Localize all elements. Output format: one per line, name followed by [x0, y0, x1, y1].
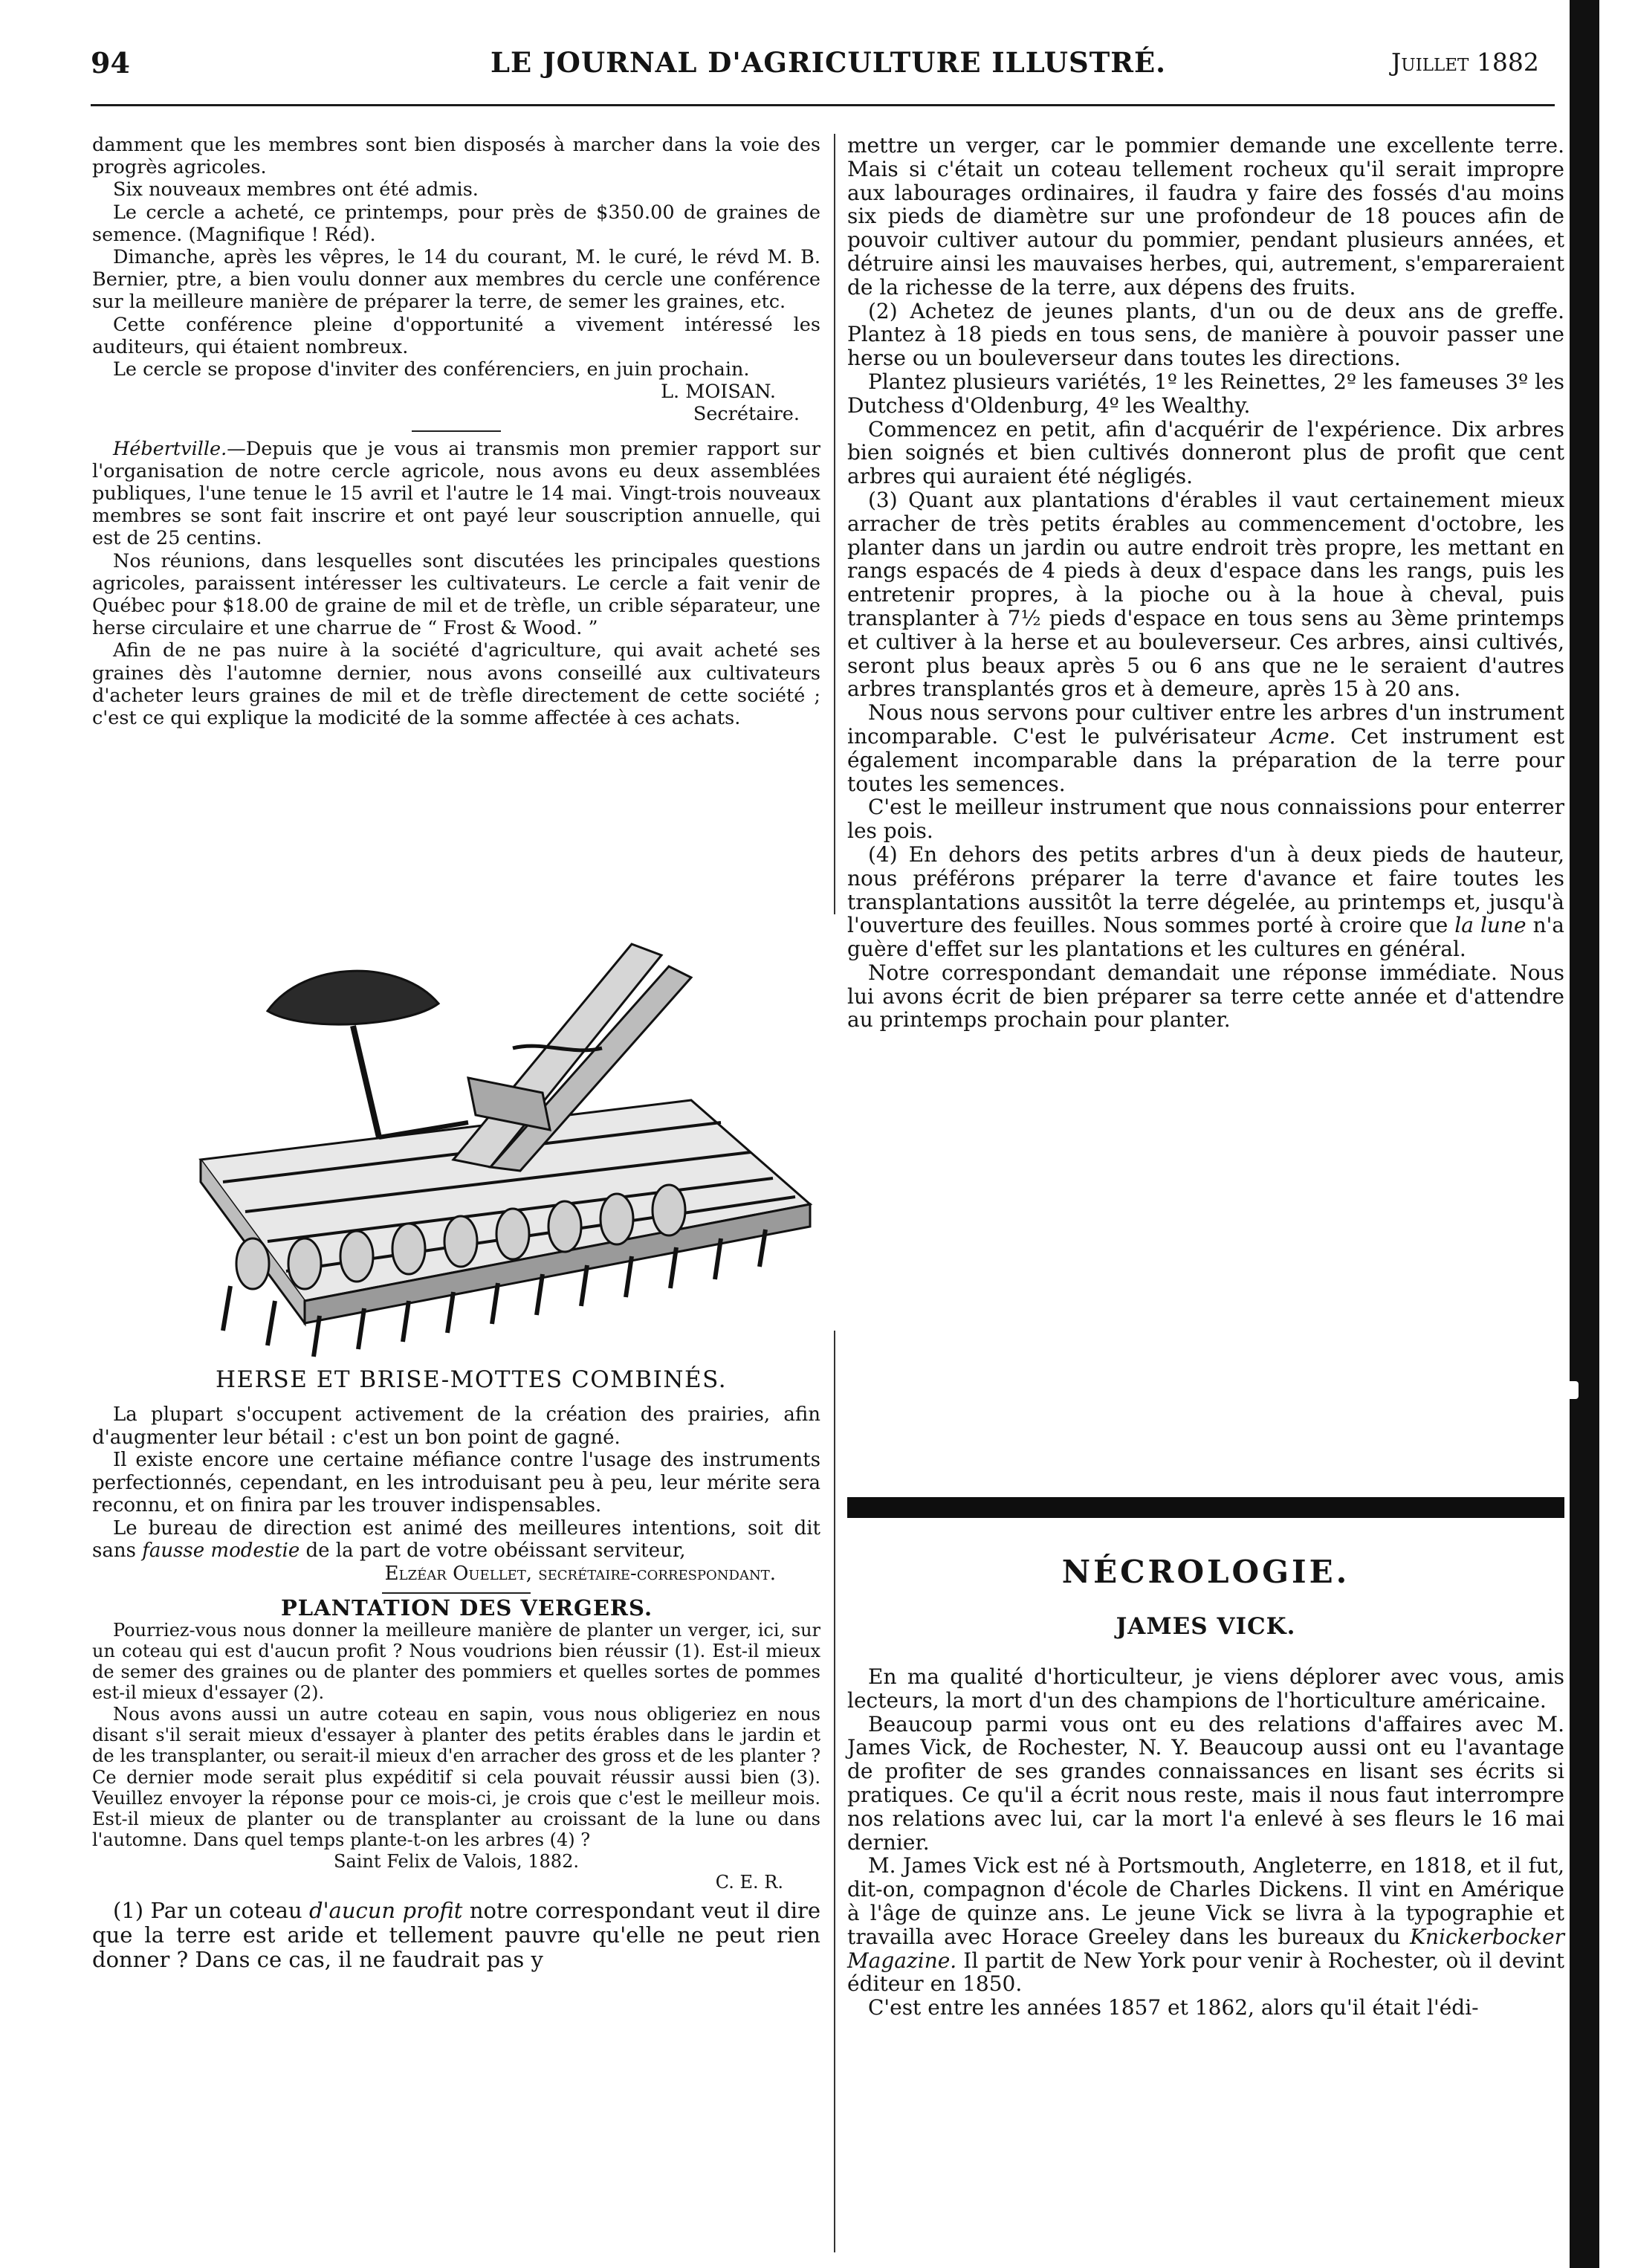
paragraph: Notre correspondant demandait une réponse immédiate. Nous lui avons écrit de bien préparer sa terre cette année et d'attendre au printemps prochain pour planter.: [847, 960, 1564, 1033]
place-date: Saint Felix de Valois, 1882.: [334, 1850, 579, 1872]
paragraph: (3) Quant aux plantations d'érables il vaut certainement mieux arracher de très petits érables au commencement d'octobre, les planter dans un jardin ou autre endroit très propre, les mettant en rangs espacés de 4 pieds à deux d'espace dans les rangs, puis les entretenir propres, à la pioche ou à la houe à cheval, puis transplanter à 7½ pieds d'espace en tous sens au 3ème printemps et cultiver à la herse et au bouleverseur. Ces arbres, ainsi cultivés, seront plus beaux après 5 ou 6 ans que ne le seraient d'autres arbres transplantés gros et à demeure, après 15 à 20 ans.: [847, 487, 1564, 702]
question-block: [92, 1620, 820, 1893]
figure-caption: HERSE ET BRISE-MOTTES COMBINÉS.: [216, 1366, 728, 1393]
paragraph: Commencez en petit, afin d'acquérir de l'expérience. Dix arbres bien soignés et bien cultivés donneront plus de profit que cent arbres qui auraient été négligés.: [847, 416, 1564, 489]
paragraph: La plupart s'occupent activement de la création des prairies, afin d'augmenter leur bétail : c'est un bon point de gagné.: [92, 1403, 820, 1449]
paragraph: damment que les membres sont bien disposés à marcher dans la voie des progrès agricoles.: [92, 134, 820, 179]
paragraph: Le cercle se propose d'inviter des conférenciers, en juin prochain.: [113, 358, 750, 381]
page-header: [0, 46, 1598, 91]
section-divider-bar: [847, 1497, 1564, 1518]
paragraph: Afin de ne pas nuire à la société d'agriculture, qui avait acheté ses graines dès l'automne dernier, nous avons conseillé aux cultivateurs d'acheter leurs graines de mil et de trèfle directement de cette société ; c'est ce qui explique la modicité de la somme affectée à ces achats.: [92, 639, 820, 730]
section-heading: PLANTATION DES VERGERS.: [280, 1595, 653, 1621]
paragraph: C'est entre les années 1857 et 1862, alors qu'il était l'édi-: [868, 1995, 1479, 2020]
paragraph: C'est le meilleur instrument que nous connaissions pour enterrer les pois.: [847, 795, 1564, 844]
page-number: 94: [91, 46, 130, 80]
paragraph: Le cercle a acheté, ce printemps, pour près de $350.00 de graines de semence. (Magnifique ! Réd).: [92, 201, 820, 246]
paragraph: Nous nous servons pour cultiver entre les arbres d'un instrument incomparable. C'est le pulvérisateur Acme. Cet instrument est également incomparable dans la préparation de la terre pour toutes les semences.: [847, 700, 1565, 796]
answer-block: [92, 1899, 820, 1972]
journal-title: LE JOURNAL D'AGRICULTURE ILLUSTRÉ.: [490, 46, 1167, 79]
paragraph: Le bureau de direction est animé des meilleures intentions, soit dit sans fausse modestie de la part de votre obéissant serviteur,: [92, 1516, 820, 1562]
paragraph: Il existe encore une certaine méfiance contre l'usage des instruments perfectionnés, cependant, en les introduisant peu à peu, leur mérite sera reconnu, et on finira par les trouver indispensables.: [92, 1449, 820, 1516]
issue-date: Juillet 1882: [1391, 48, 1539, 77]
right-column-top: [847, 134, 1564, 1032]
header-rule: [91, 104, 1555, 106]
paragraph: En ma qualité d'horticulteur, je viens déplorer avec vous, amis lecteurs, la mort d'un des champions de l'horticulture américaine.: [847, 1664, 1564, 1713]
paragraph: Cette conférence pleine d'opportunité a vivement intéressé les auditeurs, qui étaient nombreux.: [92, 313, 820, 358]
paragraph: (1) Par un coteau d'aucun profit notre correspondant veut il dire que la terre est aride et tellement pauvre qu'elle ne peut rien donner ? Dans ce cas, il ne faudrait pas y: [92, 1898, 821, 1973]
signature: Elzéar Ouellet, secrétaire-correspondant.: [384, 1562, 776, 1585]
paragraph: M. James Vick est né à Portsmouth, Angleterre, en 1818, et il fut, dit-on, compagnon d'école de Charles Dickens. Il vint en Amérique à l'âge de quinze ans. Le jeune Vick se livra à la typographie et travailla avec Horace Greeley dans les bureaux du Knickerbocker Magazine. Il partit de New York pour venir à Rochester, où il devint éditeur en 1850.: [847, 1853, 1565, 1997]
place-name: Hébertville.: [113, 437, 227, 460]
paragraph: mettre un verger, car le pommier demande une excellente terre. Mais si c'était un coteau tellement rocheux qu'il serait impropre aux labourages ordinaires, il faudra y faire des fossés d'au moins six pieds de diamètre sur une profondeur de 18 pouces afin de pouvoir cultiver autour du pommier, pendant plusieurs années, et détruire ainsi les mauvaises herbes, qui, autrement, s'empareraient de la richesse de la terre, aux dépens des fruits.: [847, 133, 1564, 300]
initials: C. E. R.: [715, 1872, 783, 1893]
paragraph: Plantez plusieurs variétés, 1º les Reinettes, 2º les fameuses 3º les Dutchess d'Oldenburg, 4º les Wealthy.: [847, 369, 1564, 418]
column-divider: [834, 134, 835, 914]
paragraph: Hébertville.—Depuis que je vous ai transmis mon premier rapport sur l'organisation de notre cercle agricole, nous avons eu deux assemblées publiques, l'une tenue le 15 avril et l'autre le 14 mai. Vingt-trois nouveaux membres se sont fait inscrire et ont payé leur souscription annuelle, qui est de 25 centins.: [92, 437, 820, 550]
necrology-subtitle: JAMES VICK.: [1116, 1613, 1296, 1640]
harrow-engraving: [156, 914, 825, 1360]
paragraph: Nous avons aussi un autre coteau en sapin, vous nous obligeriez en nous disant s'il serait mieux d'essayer à planter des petits érables dans le jardin et de les transplanter, ou serait-il mieux d'en arracher des gross et de les planter ? Ce dernier mode serait plus expéditif si cela pouvait réussir aussi bien (3). Veuillez envoyer la réponse pour ce mois-ci, je crois que c'est le meilleur mois. Est-il mieux de planter ou de transplanter au croissant de la lune ou dans l'automne. Dans quel temps plante-t-on les arbres (4) ?: [92, 1703, 820, 1851]
paragraph: (2) Achetez de jeunes plants, d'un ou de deux ans de greffe. Plantez à 18 pieds en tous sens, de manière à pouvoir passer une herse ou un bouleverseur dans toutes les directions.: [847, 298, 1564, 371]
separator-rule: [382, 1592, 531, 1594]
paragraph: (4) En dehors des petits arbres d'un à deux pieds de hauteur, nous préférons préparer la terre d'avance et faire toutes les transplantations aussitôt la terre dégelée, au printemps et, jusqu'à l'ouverture des feuilles. Nous sommes porté à croire que la lune n'a guère d'effet sur les plantations et les cultures en général.: [847, 841, 1564, 962]
page-edge-shadow: [1570, 0, 1599, 2268]
right-column-bottom: [847, 1665, 1564, 2020]
left-column-top: [92, 134, 820, 729]
column-divider: [834, 1331, 835, 2252]
page-edge-notch: [1565, 1381, 1579, 1399]
separator-rule: [412, 430, 501, 432]
necrology-title: NÉCROLOGIE.: [1061, 1554, 1350, 1590]
paragraph: Dimanche, après les vêpres, le 14 du courant, M. le curé, le révd M. B. Bernier, ptre, a bien voulu donner aux membres du cercle une conférence sur la meilleure manière de préparer la terre, de semer les graines, etc.: [92, 246, 820, 314]
paragraph: Beaucoup parmi vous ont eu des relations d'affaires avec M. James Vick, de Rochester, N. Y. Beaucoup aussi ont eu l'avantage de profiter de ses grandes connaissances en lisant ses écrits si pratiques. Ce qu'il a écrit nous reste, mais il nous faut interrompre nos relations avec lui, car la mort l'a enlevé à ses fleurs le 16 mai dernier.: [847, 1711, 1564, 1855]
paragraph: Six nouveaux membres ont été admis.: [113, 178, 479, 201]
paragraph: Pourriez-vous nous donner la meilleure manière de planter un verger, ici, sur un coteau qui est d'aucun profit ? Nous voudrions bien réussir (1). Est-il mieux de semer des graines ou de planter des pommiers et quelles sortes de pommes est-il mieux d'essayer (2).: [92, 1619, 820, 1704]
signature-role: Secrétaire.: [693, 403, 800, 426]
signature-name: L. MOISAN.: [661, 381, 776, 404]
left-column-bottom: [92, 1403, 820, 1972]
paragraph: Nos réunions, dans lesquelles sont discutées les principales questions agricoles, paraissent intéresser les cultivateurs. Le cercle a fait venir de Québec pour $18.00 de graine de mil et de trèfle, un crible séparateur, une herse circulaire et une charrue de “ Frost & Wood. ”: [92, 549, 820, 640]
